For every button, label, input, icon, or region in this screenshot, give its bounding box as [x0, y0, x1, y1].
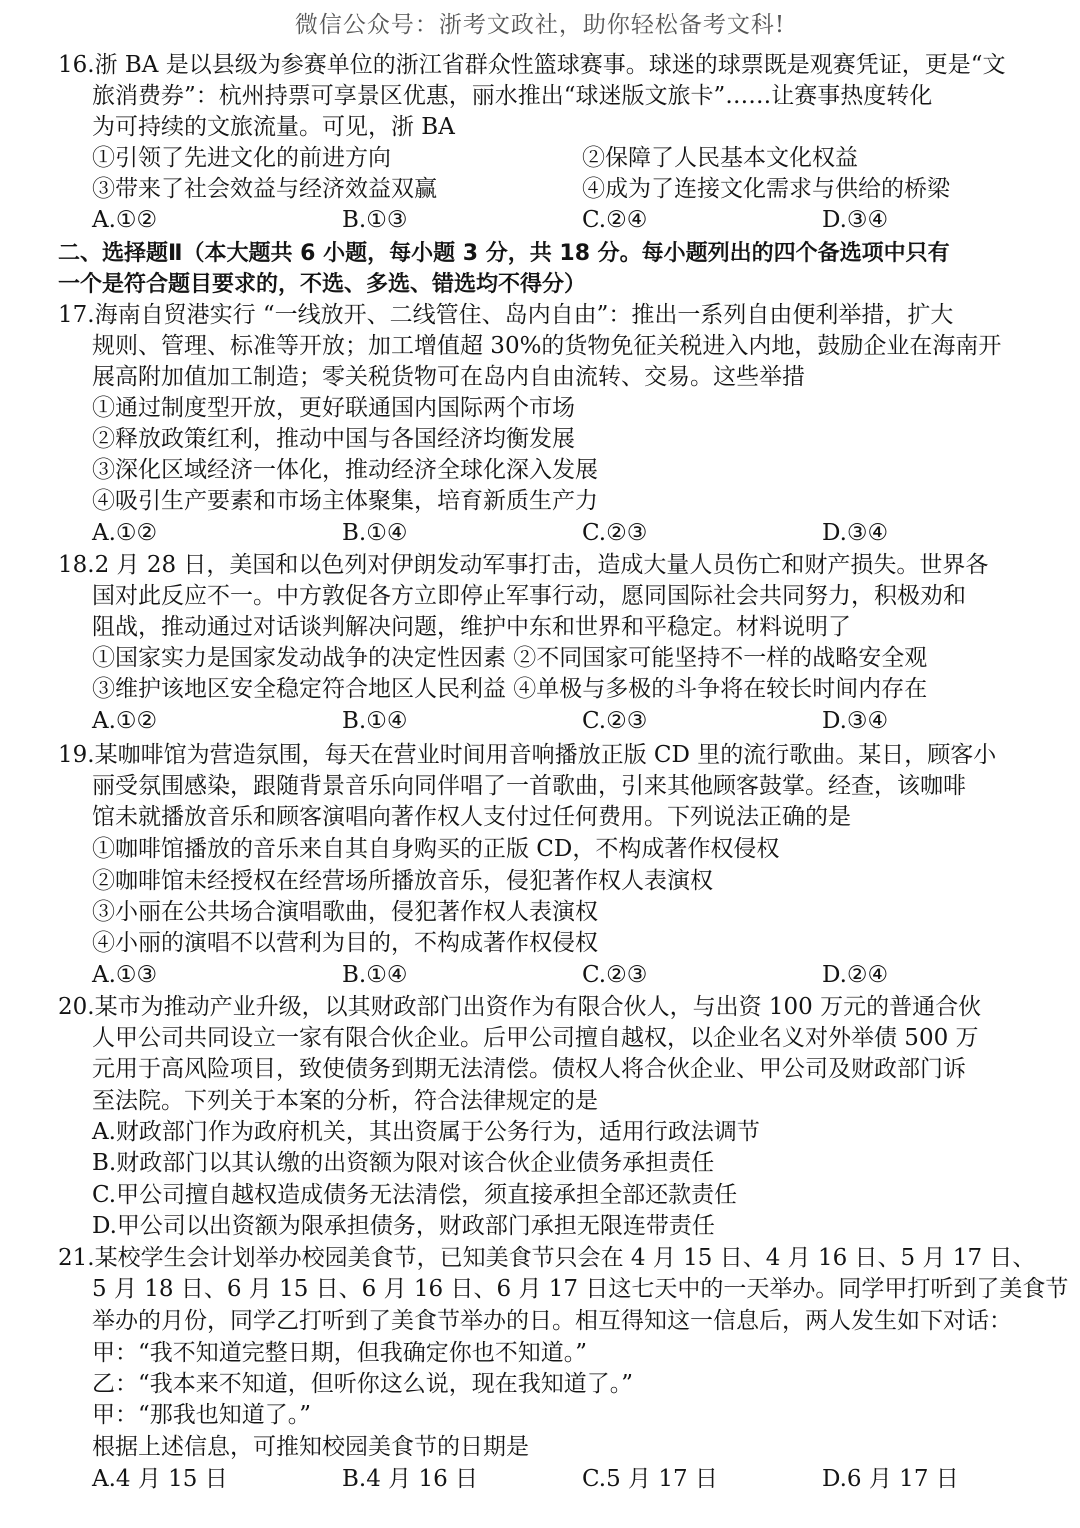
choice-b: B.①④ — [342, 520, 408, 546]
question-text-line: 旅消费券”：杭州持票可享景区优惠，丽水推出“球迷版文旅卡”……让赛事热度转化 — [92, 83, 933, 109]
choice-c: C.5 月 17 日 — [582, 1466, 718, 1492]
choice-c: C.甲公司擅自越权造成债务无法清偿，须直接承担全部还款责任 — [92, 1182, 738, 1208]
question-text-line: 人甲公司共同设立一家有限合伙企业。后甲公司擅自越权，以企业名义对外举债 500 万 — [92, 1025, 979, 1051]
question-text-line: 根据上述信息，可推知校园美食节的日期是 — [92, 1434, 529, 1460]
dialogue-line: 甲：“我不知道完整日期，但我确定你也不知道。” — [92, 1340, 588, 1366]
section-heading-line: 二、选择题Ⅱ（本大题共 6 小题，每小题 3 分，共 18 分。每小题列出的四个备选项中只有 — [58, 241, 950, 266]
choice-a: A.①③ — [92, 962, 158, 988]
question-text-line: 展高附加值加工制造；零关税货物可在岛内自由流转、交易。这些举措 — [92, 364, 805, 390]
question-text-line: 馆未就播放音乐和顾客演唱向著作权人支付过任何费用。下列说法正确的是 — [92, 804, 851, 830]
statement: ③深化区域经济一体化，推动经济全球化深入发展 — [92, 457, 598, 483]
statement: ④吸引生产要素和市场主体聚集，培育新质生产力 — [92, 488, 598, 514]
choice-d: D.6 月 17 日 — [822, 1466, 959, 1492]
statement: ②咖啡馆未经授权在经营场所播放音乐，侵犯著作权人表演权 — [92, 868, 713, 894]
choice-d: D.甲公司以出资额为限承担债务，财政部门承担无限连带责任 — [92, 1213, 715, 1239]
question-text-line: 阻战，推动通过对话谈判解决问题，维护中东和世界和平稳定。材料说明了 — [92, 614, 851, 640]
question-text-line: 19.某咖啡馆为营造氛围，每天在营业时间用音响播放正版 CD 里的流行歌曲。某日，顾客小 — [58, 742, 997, 768]
choice-c: C.②④ — [582, 207, 648, 233]
choice-a: A.①② — [92, 520, 158, 546]
statement: ①国家实力是国家发动战争的决定性因素 ②不同国家可能坚持不一样的战略安全观 — [92, 645, 928, 671]
statement: ③小丽在公共场合演唱歌曲，侵犯著作权人表演权 — [92, 899, 598, 925]
question-text-line: 元用于高风险项目，致使债务到期无法清偿。债权人将合伙企业、甲公司及财政部门诉 — [92, 1056, 966, 1082]
statement: ③维护该地区安全稳定符合地区人民利益 ④单极与多极的斗争将在较长时间内存在 — [92, 676, 928, 702]
question-text-line: 至法院。下列关于本案的分析，符合法律规定的是 — [92, 1088, 598, 1114]
choice-b: B.财政部门以其认缴的出资额为限对该合伙企业债务承担责任 — [92, 1150, 715, 1176]
statement: ①通过制度型开放，更好联通国内国际两个市场 — [92, 395, 575, 421]
dialogue-line: 甲：“那我也知道了。” — [92, 1402, 312, 1428]
question-text-line: 21.某校学生会计划举办校园美食节，已知美食节只会在 4 月 15 日、4 月 16 日、5 月 17 日、 — [58, 1245, 1036, 1271]
choice-d: D.③④ — [822, 520, 889, 546]
choice-c: C.②③ — [582, 520, 648, 546]
choice-d: D.③④ — [822, 207, 889, 233]
question-text-line: 规则、管理、标准等开放；加工增值超 30%的货物免征关税进入内地，鼓励企业在海南开 — [92, 333, 1002, 359]
question-text-line: 16.浙 BA 是以县级为参赛单位的浙江省群众性篮球赛事。球迷的球票既是观赛凭证，更是“文 — [58, 52, 1006, 78]
page-header: 微信公众号：浙考文政社，助你轻松备考文科! — [294, 12, 786, 38]
question-text-line: 举办的月份，同学乙打听到了美食节举办的日。相互得知这一信息后，两人发生如下对话： — [92, 1308, 1012, 1334]
statement: ③带来了社会效益与经济效益双赢 — [92, 176, 437, 202]
question-text-line: 18.2 月 28 日，美国和以色列对伊朗发动军事打击，造成大量人员伤亡和财产损失。世界各 — [58, 552, 989, 578]
choice-b: B.4 月 16 日 — [342, 1466, 479, 1492]
question-text-line: 20.某市为推动产业升级，以其财政部门出资作为有限合伙人，与出资 100 万元的普通合伙 — [58, 994, 982, 1020]
statement: ①引领了先进文化的前进方向 — [92, 145, 391, 171]
question-text-line: 丽受氛围感染，跟随背景音乐向同伴唱了一首歌曲，引来其他顾客鼓掌。经查，该咖啡 — [92, 773, 966, 799]
dialogue-line: 乙：“我本来不知道，但听你这么说，现在我知道了。” — [92, 1371, 634, 1397]
choice-d: D.②④ — [822, 962, 889, 988]
choice-c: C.②③ — [582, 708, 648, 734]
section-heading-line: 一个是符合题目要求的，不选、多选、错选均不得分） — [58, 272, 587, 297]
choice-b: B.①④ — [342, 962, 408, 988]
choice-d: D.③④ — [822, 708, 889, 734]
question-text-line: 国对此反应不一。中方敦促各方立即停止军事行动，愿同国际社会共同努力，积极劝和 — [92, 583, 966, 609]
choice-a: A.财政部门作为政府机关，其出资属于公务行为，适用行政法调节 — [92, 1119, 760, 1145]
statement: ②释放政策红利，推动中国与各国经济均衡发展 — [92, 426, 575, 452]
choice-a: A.①② — [92, 207, 158, 233]
choice-a: A.4 月 15 日 — [92, 1466, 228, 1492]
choice-c: C.②③ — [582, 962, 648, 988]
statement: ④小丽的演唱不以营利为目的，不构成著作权侵权 — [92, 930, 598, 956]
statement: ①咖啡馆播放的音乐来自其自身购买的正版 CD，不构成著作权侵权 — [92, 836, 780, 862]
question-text-line: 5 月 18 日、6 月 15 日、6 月 16 日、6 月 17 日这七天中的一天举办。同学甲打听到了美食节 — [92, 1276, 1069, 1302]
choice-b: B.①③ — [342, 207, 408, 233]
statement: ④成为了连接文化需求与供给的桥梁 — [582, 176, 950, 202]
choice-a: A.①② — [92, 708, 158, 734]
question-text-line: 为可持续的文旅流量。可见，浙 BA — [92, 114, 455, 140]
statement: ②保障了人民基本文化权益 — [582, 145, 858, 171]
question-text-line: 17.海南自贸港实行 “一线放开、二线管住、岛内自由”：推出一系列自由便利举措，扩大 — [58, 302, 954, 328]
choice-b: B.①④ — [342, 708, 408, 734]
